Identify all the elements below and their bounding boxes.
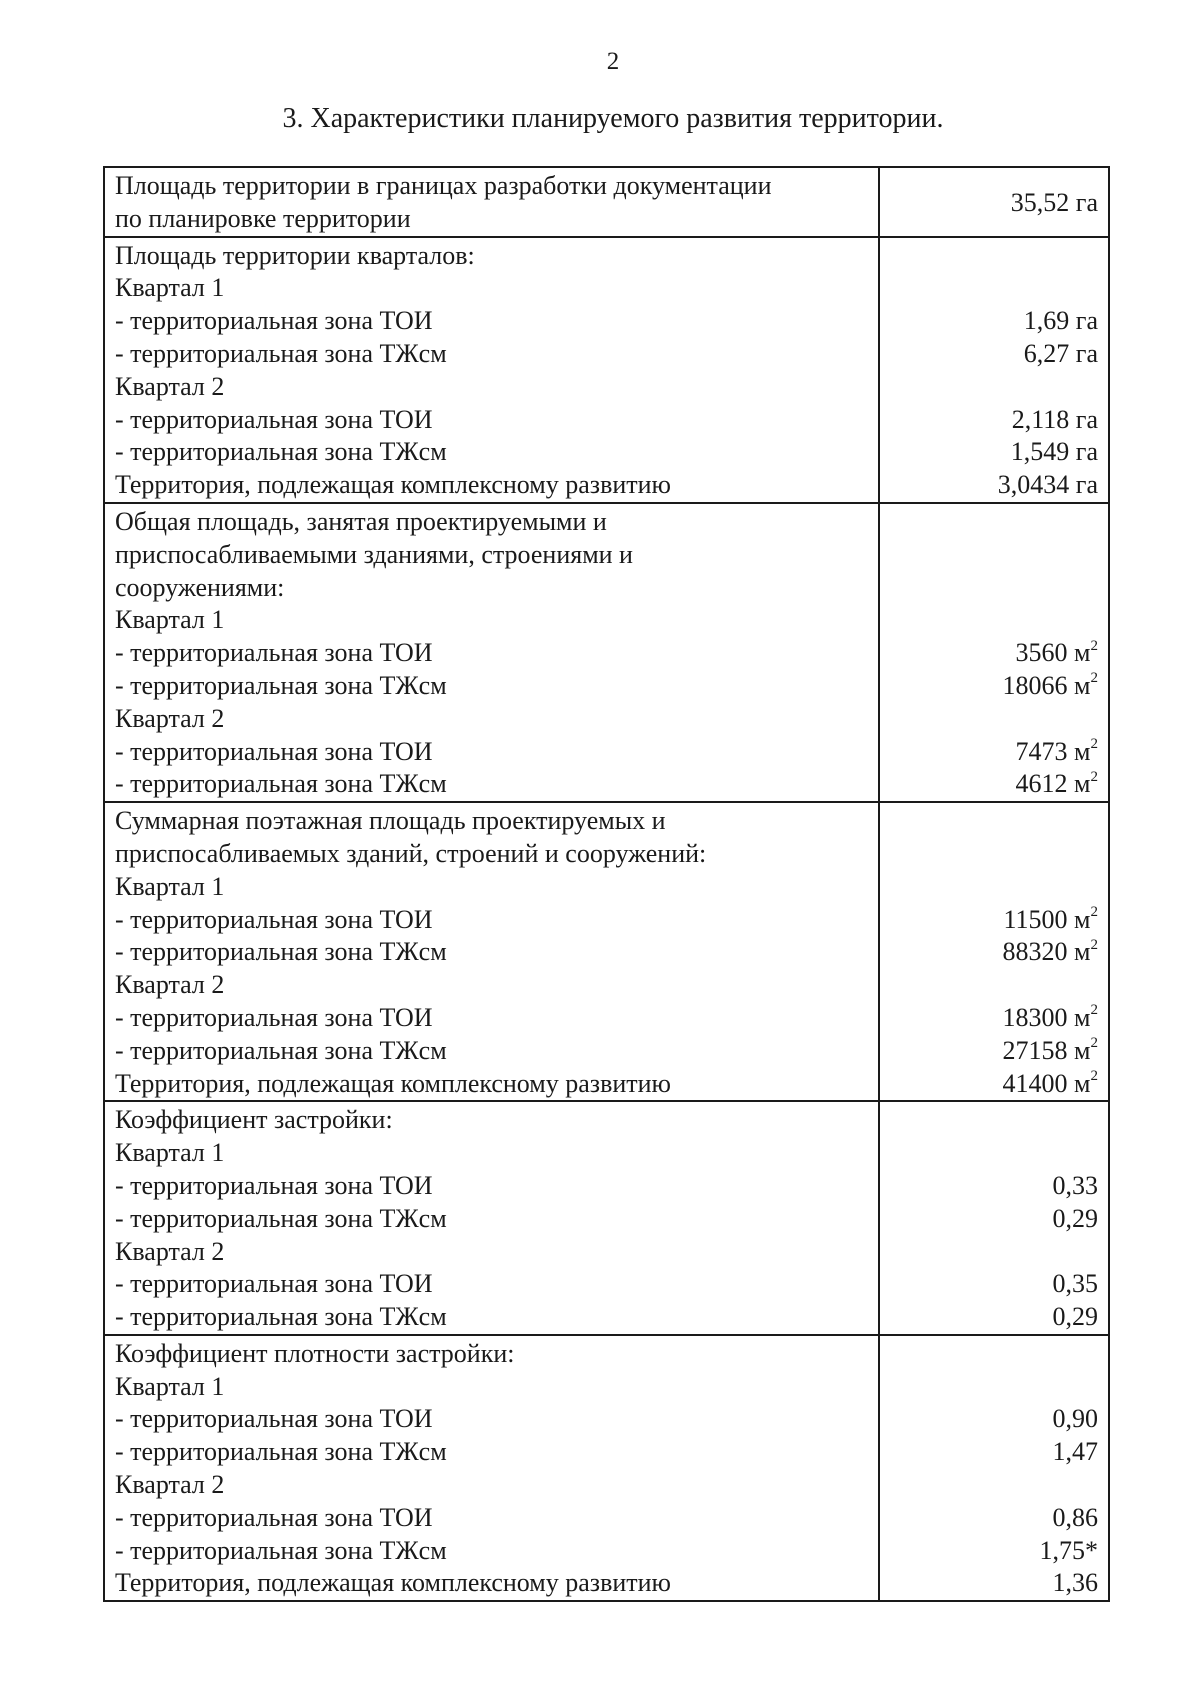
label-line: Коэффициент плотности застройки: bbox=[115, 1338, 515, 1368]
label-line: Квартал 1 bbox=[115, 871, 225, 901]
value-blank bbox=[890, 871, 1098, 904]
value-line: 0,35 bbox=[1052, 1269, 1098, 1299]
value-line bbox=[890, 768, 1098, 801]
value-blank bbox=[890, 539, 1098, 572]
value-cell bbox=[879, 1335, 1109, 1601]
label-line: - территориальная зона ТЖсм bbox=[115, 338, 447, 368]
label-line: - территориальная зона ТОИ bbox=[115, 1170, 433, 1200]
label-cell bbox=[104, 802, 879, 1101]
label-line: - территориальная зона ТЖсм bbox=[115, 1437, 447, 1467]
label-line: Квартал 2 bbox=[115, 703, 225, 733]
table-row-built-area bbox=[104, 503, 1109, 802]
value-line: 0,29 bbox=[1052, 1203, 1098, 1233]
value-line bbox=[890, 637, 1098, 670]
value-blank bbox=[890, 1371, 1098, 1404]
label-line: - территориальная зона ТЖсм bbox=[115, 1203, 447, 1233]
label-line: Квартал 1 bbox=[115, 605, 225, 635]
section-title: 3. Характеристики планируемого развития территории. bbox=[282, 103, 944, 134]
label-line: - территориальная зона ТОИ bbox=[115, 736, 433, 766]
label-line: Квартал 1 bbox=[115, 1371, 225, 1401]
label-line: сооружениями: bbox=[115, 572, 285, 602]
value-blank bbox=[890, 506, 1098, 539]
value-text: 88320 м bbox=[1002, 937, 1091, 967]
superscript: 2 bbox=[1090, 1002, 1098, 1019]
label-cell bbox=[104, 503, 879, 802]
label-line: - территориальная зона ТЖсм bbox=[115, 1535, 447, 1565]
superscript: 2 bbox=[1090, 1067, 1098, 1084]
label-line: - территориальная зона ТОИ bbox=[115, 404, 433, 434]
value-line: 6,27 га bbox=[1023, 338, 1098, 368]
value-cell bbox=[879, 503, 1109, 802]
label-line: Коэффициент застройки: bbox=[115, 1105, 393, 1135]
superscript: 2 bbox=[1090, 670, 1098, 687]
value-text: 18300 м bbox=[1002, 1002, 1091, 1032]
label-line: - территориальная зона ТОИ bbox=[115, 1404, 433, 1434]
value-blank bbox=[890, 1236, 1098, 1269]
value-line bbox=[890, 936, 1098, 969]
label-line: - территориальная зона ТЖсм bbox=[115, 1035, 447, 1065]
value-blank bbox=[890, 272, 1098, 305]
value-line: 0,33 bbox=[1052, 1170, 1098, 1200]
value-cell bbox=[879, 802, 1109, 1101]
label-cell bbox=[104, 1101, 879, 1335]
value-blank bbox=[890, 240, 1098, 273]
label-line: - территориальная зона ТОИ bbox=[115, 638, 433, 668]
label-line: - территориальная зона ТЖсм bbox=[115, 670, 447, 700]
value-cell bbox=[879, 167, 1109, 237]
label-line: по планировке территории bbox=[115, 203, 411, 233]
label-cell bbox=[104, 237, 879, 503]
label-line: Территория, подлежащая комплексному развитию bbox=[115, 1568, 671, 1598]
value-text: 3560 м bbox=[1015, 638, 1091, 668]
value-blank bbox=[890, 838, 1098, 871]
value-line: 3,0434 га bbox=[997, 470, 1098, 500]
table-row-building-coefficient bbox=[104, 1101, 1109, 1335]
value-line bbox=[890, 1002, 1098, 1035]
value-line: 0,90 bbox=[1052, 1404, 1098, 1434]
label-line: Квартал 1 bbox=[115, 1138, 225, 1168]
superscript: 2 bbox=[1090, 735, 1098, 752]
value-text: 11500 м bbox=[1003, 904, 1091, 934]
value-blank bbox=[890, 1469, 1098, 1502]
value-text: 18066 м bbox=[1002, 670, 1091, 700]
label-line: Территория, подлежащая комплексному развитию bbox=[115, 1068, 671, 1098]
value-text: 35,52 га bbox=[1010, 187, 1098, 217]
value-blank bbox=[890, 1338, 1098, 1371]
value-line: 1,36 bbox=[1052, 1568, 1098, 1598]
value-blank bbox=[890, 703, 1098, 736]
value-line bbox=[890, 1068, 1098, 1101]
label-cell bbox=[104, 167, 879, 237]
label-line: Территория, подлежащая комплексному развитию bbox=[115, 470, 671, 500]
superscript: 2 bbox=[1090, 1035, 1098, 1052]
label-line: - территориальная зона ТОИ bbox=[115, 1502, 433, 1532]
value-line: 2,118 га bbox=[1011, 404, 1098, 434]
value-line bbox=[890, 736, 1098, 769]
value-blank bbox=[890, 1104, 1098, 1137]
label-cell bbox=[104, 1335, 879, 1601]
label-line: Суммарная поэтажная площадь проектируемых и bbox=[115, 806, 666, 836]
superscript: 2 bbox=[1090, 936, 1098, 953]
label-line: - территориальная зона ТЖсм bbox=[115, 937, 447, 967]
value-blank bbox=[890, 572, 1098, 605]
value-blank bbox=[890, 371, 1098, 404]
label-line: - территориальная зона ТОИ bbox=[115, 1269, 433, 1299]
table-row-quarters-area bbox=[104, 237, 1109, 503]
label-line: Квартал 2 bbox=[115, 371, 225, 401]
value-line: 1,47 bbox=[1052, 1437, 1098, 1467]
value-blank bbox=[890, 604, 1098, 637]
value-text: 4612 м bbox=[1015, 769, 1091, 799]
value-text: 27158 м bbox=[1002, 1035, 1091, 1065]
table-row-total-area bbox=[104, 167, 1109, 237]
label-line: Площадь территории кварталов: bbox=[115, 240, 475, 270]
value-line: 1,75* bbox=[1039, 1535, 1098, 1565]
superscript: 2 bbox=[1090, 768, 1098, 785]
value-line bbox=[890, 670, 1098, 703]
value-line: 0,29 bbox=[1052, 1302, 1098, 1332]
table-row-density-coefficient bbox=[104, 1335, 1109, 1601]
label-line: - территориальная зона ТЖсм bbox=[115, 769, 447, 799]
characteristics-table bbox=[103, 166, 1110, 1602]
table-row-floor-area bbox=[104, 802, 1109, 1101]
value-line: 0,86 bbox=[1052, 1502, 1098, 1532]
value-text: 7473 м bbox=[1015, 736, 1091, 766]
value-line: 1,69 га bbox=[1023, 306, 1098, 336]
label-line: - территориальная зона ТЖсм bbox=[115, 1302, 447, 1332]
label-line: Квартал 2 bbox=[115, 1470, 225, 1500]
label-line: - территориальная зона ТОИ bbox=[115, 1002, 433, 1032]
label-line: Квартал 2 bbox=[115, 970, 225, 1000]
label-line: Квартал 1 bbox=[115, 273, 225, 303]
label-line: - территориальная зона ТОИ bbox=[115, 306, 433, 336]
label-line: - территориальная зона ТЖсм bbox=[115, 437, 447, 467]
value-blank bbox=[890, 969, 1098, 1002]
value-line bbox=[890, 904, 1098, 937]
value-line bbox=[890, 1035, 1098, 1068]
label-line: Общая площадь, занятая проектируемыми и bbox=[115, 506, 607, 536]
label-line: Квартал 2 bbox=[115, 1236, 225, 1266]
page-number: 2 bbox=[606, 48, 620, 75]
label-line: Площадь территории в границах разработки документации bbox=[115, 171, 772, 200]
label-line: приспосабливаемых зданий, строений и сооружений: bbox=[115, 838, 707, 868]
label-line: - территориальная зона ТОИ bbox=[115, 904, 433, 934]
value-blank bbox=[890, 805, 1098, 838]
value-cell bbox=[879, 237, 1109, 503]
superscript: 2 bbox=[1090, 637, 1098, 654]
superscript: 2 bbox=[1090, 903, 1098, 920]
value-cell bbox=[879, 1101, 1109, 1335]
label-line: приспосабливаемыми зданиями, строениями и bbox=[115, 539, 633, 569]
value-blank bbox=[890, 1137, 1098, 1170]
value-text: 41400 м bbox=[1002, 1068, 1091, 1098]
value-line: 1,549 га bbox=[1010, 437, 1098, 467]
